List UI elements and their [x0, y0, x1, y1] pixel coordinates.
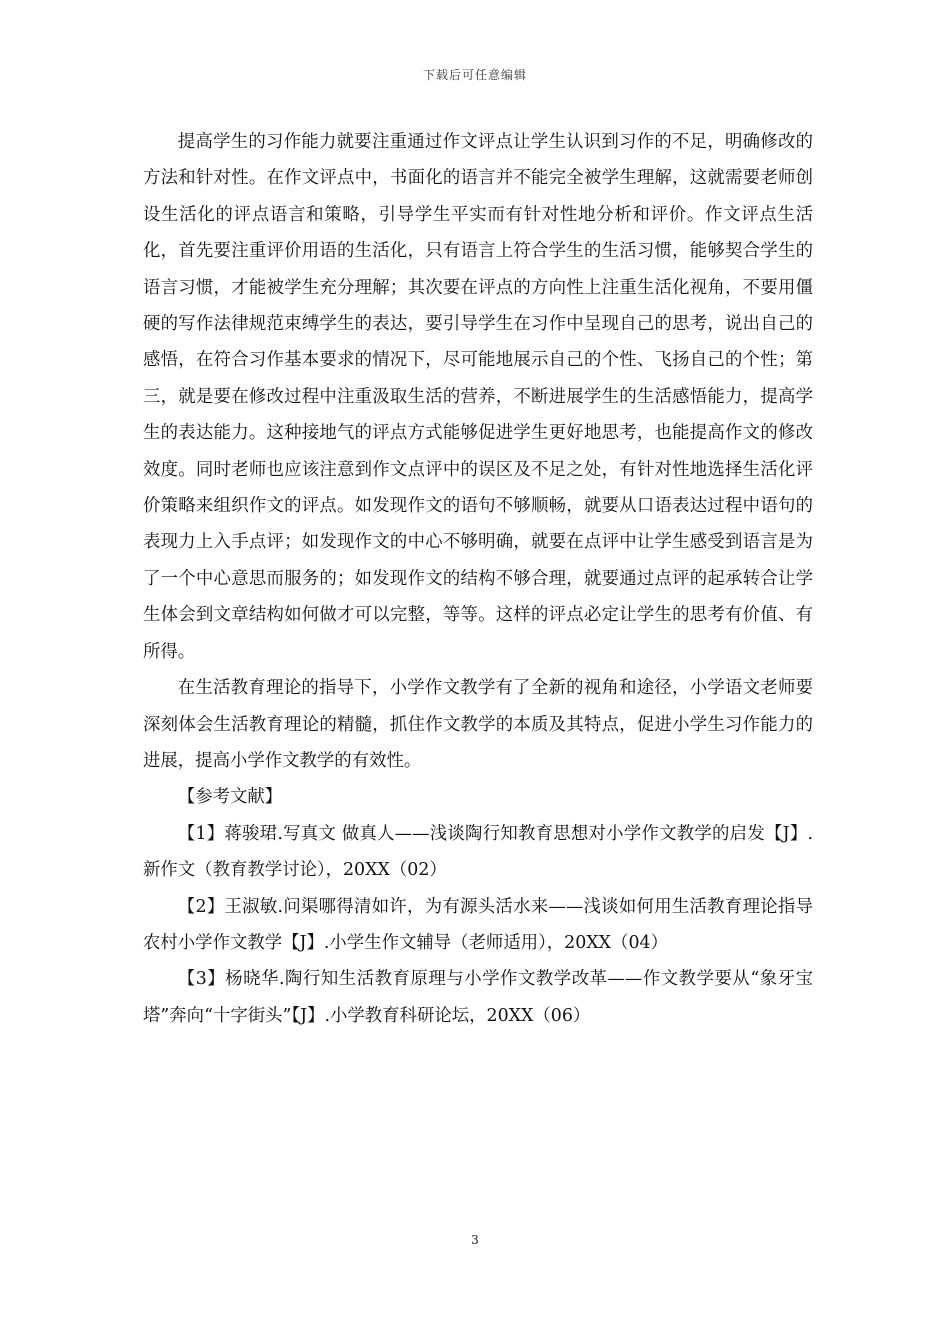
- page-header: 下载后可任意编辑: [422, 68, 527, 82]
- reference-item: 【2】王淑敏.问渠哪得清如许，为有源头活水来——浅谈如何用生活教育理论指导农村小学作文教学【J】.小学生作文辅导（老师适用），20XX（04）: [143, 896, 813, 953]
- body-paragraph: 在生活教育理论的指导下，小学作文教学有了全新的视角和途径，小学语文老师要深刻体会生活教育理论的精髓，抓住作文教学的本质及其特点，促进小学生习作能力的进展，提高小学作文教学的有效性。: [143, 678, 813, 771]
- references-heading: 【参考文献】: [177, 787, 283, 808]
- page-number: 3: [471, 1233, 479, 1247]
- document-body: [143, 124, 813, 1034]
- body-paragraph: 提高学生的习作能力就要注重通过作文评点让学生认识到习作的不足，明确修改的方法和针对性。在作文评点中，书面化的语言并不能完全被学生理解，这就需要老师创设生活化的评点语言和策略，引导学生平实而有针对性地分析和评价。作文评点生活化，首先要注重评价用语的生活化，只有语言上符合学生的生活习惯，能够契合学生的语言习惯，才能被学生充分理解；其次要在评点的方向性上注重生活化视角，不要用僵硬的写作法律规范束缚学生的表达，要引导学生在习作中呈现自己的思考，说出自己的感悟，在符合习作基本要求的情况下，尽可能地展示自己的个性、飞扬自己的个性；第三，就是要在修改过程中注重汲取生活的营养，不断进展学生的生活感悟能力，提高学生的表达能力。这种接地气的评点方式能够促进学生更好地思考，也能提高作文的修改效度。同时老师也应该注意到作文点评中的误区及不足之处，有针对性地选择生活化评价策略来组织作文的评点。如发现作文的语句不够顺畅，就要从口语表达过程中语句的表现力上入手点评；如发现作文的中心不够明确，就要在点评中让学生感受到语言是为了一个中心意思而服务的；如发现作文的结构不够合理，就要通过点评的起承转合让学生体会到文章结构如何做才可以完整，等等。这样的评点必定让学生的思考有价值、有所得。: [143, 132, 813, 662]
- reference-item: 【3】杨晓华.陶行知生活教育原理与小学作文教学改革——作文教学要从“象牙宝塔”奔向“十字街头”【J】.小学教育科研论坛，20XX（06）: [143, 969, 813, 1026]
- reference-item: 【1】蒋骏珺.写真文 做真人——浅谈陶行知教育思想对小学作文教学的启发【J】.新作文（教育教学讨论），20XX（02）: [143, 823, 813, 881]
